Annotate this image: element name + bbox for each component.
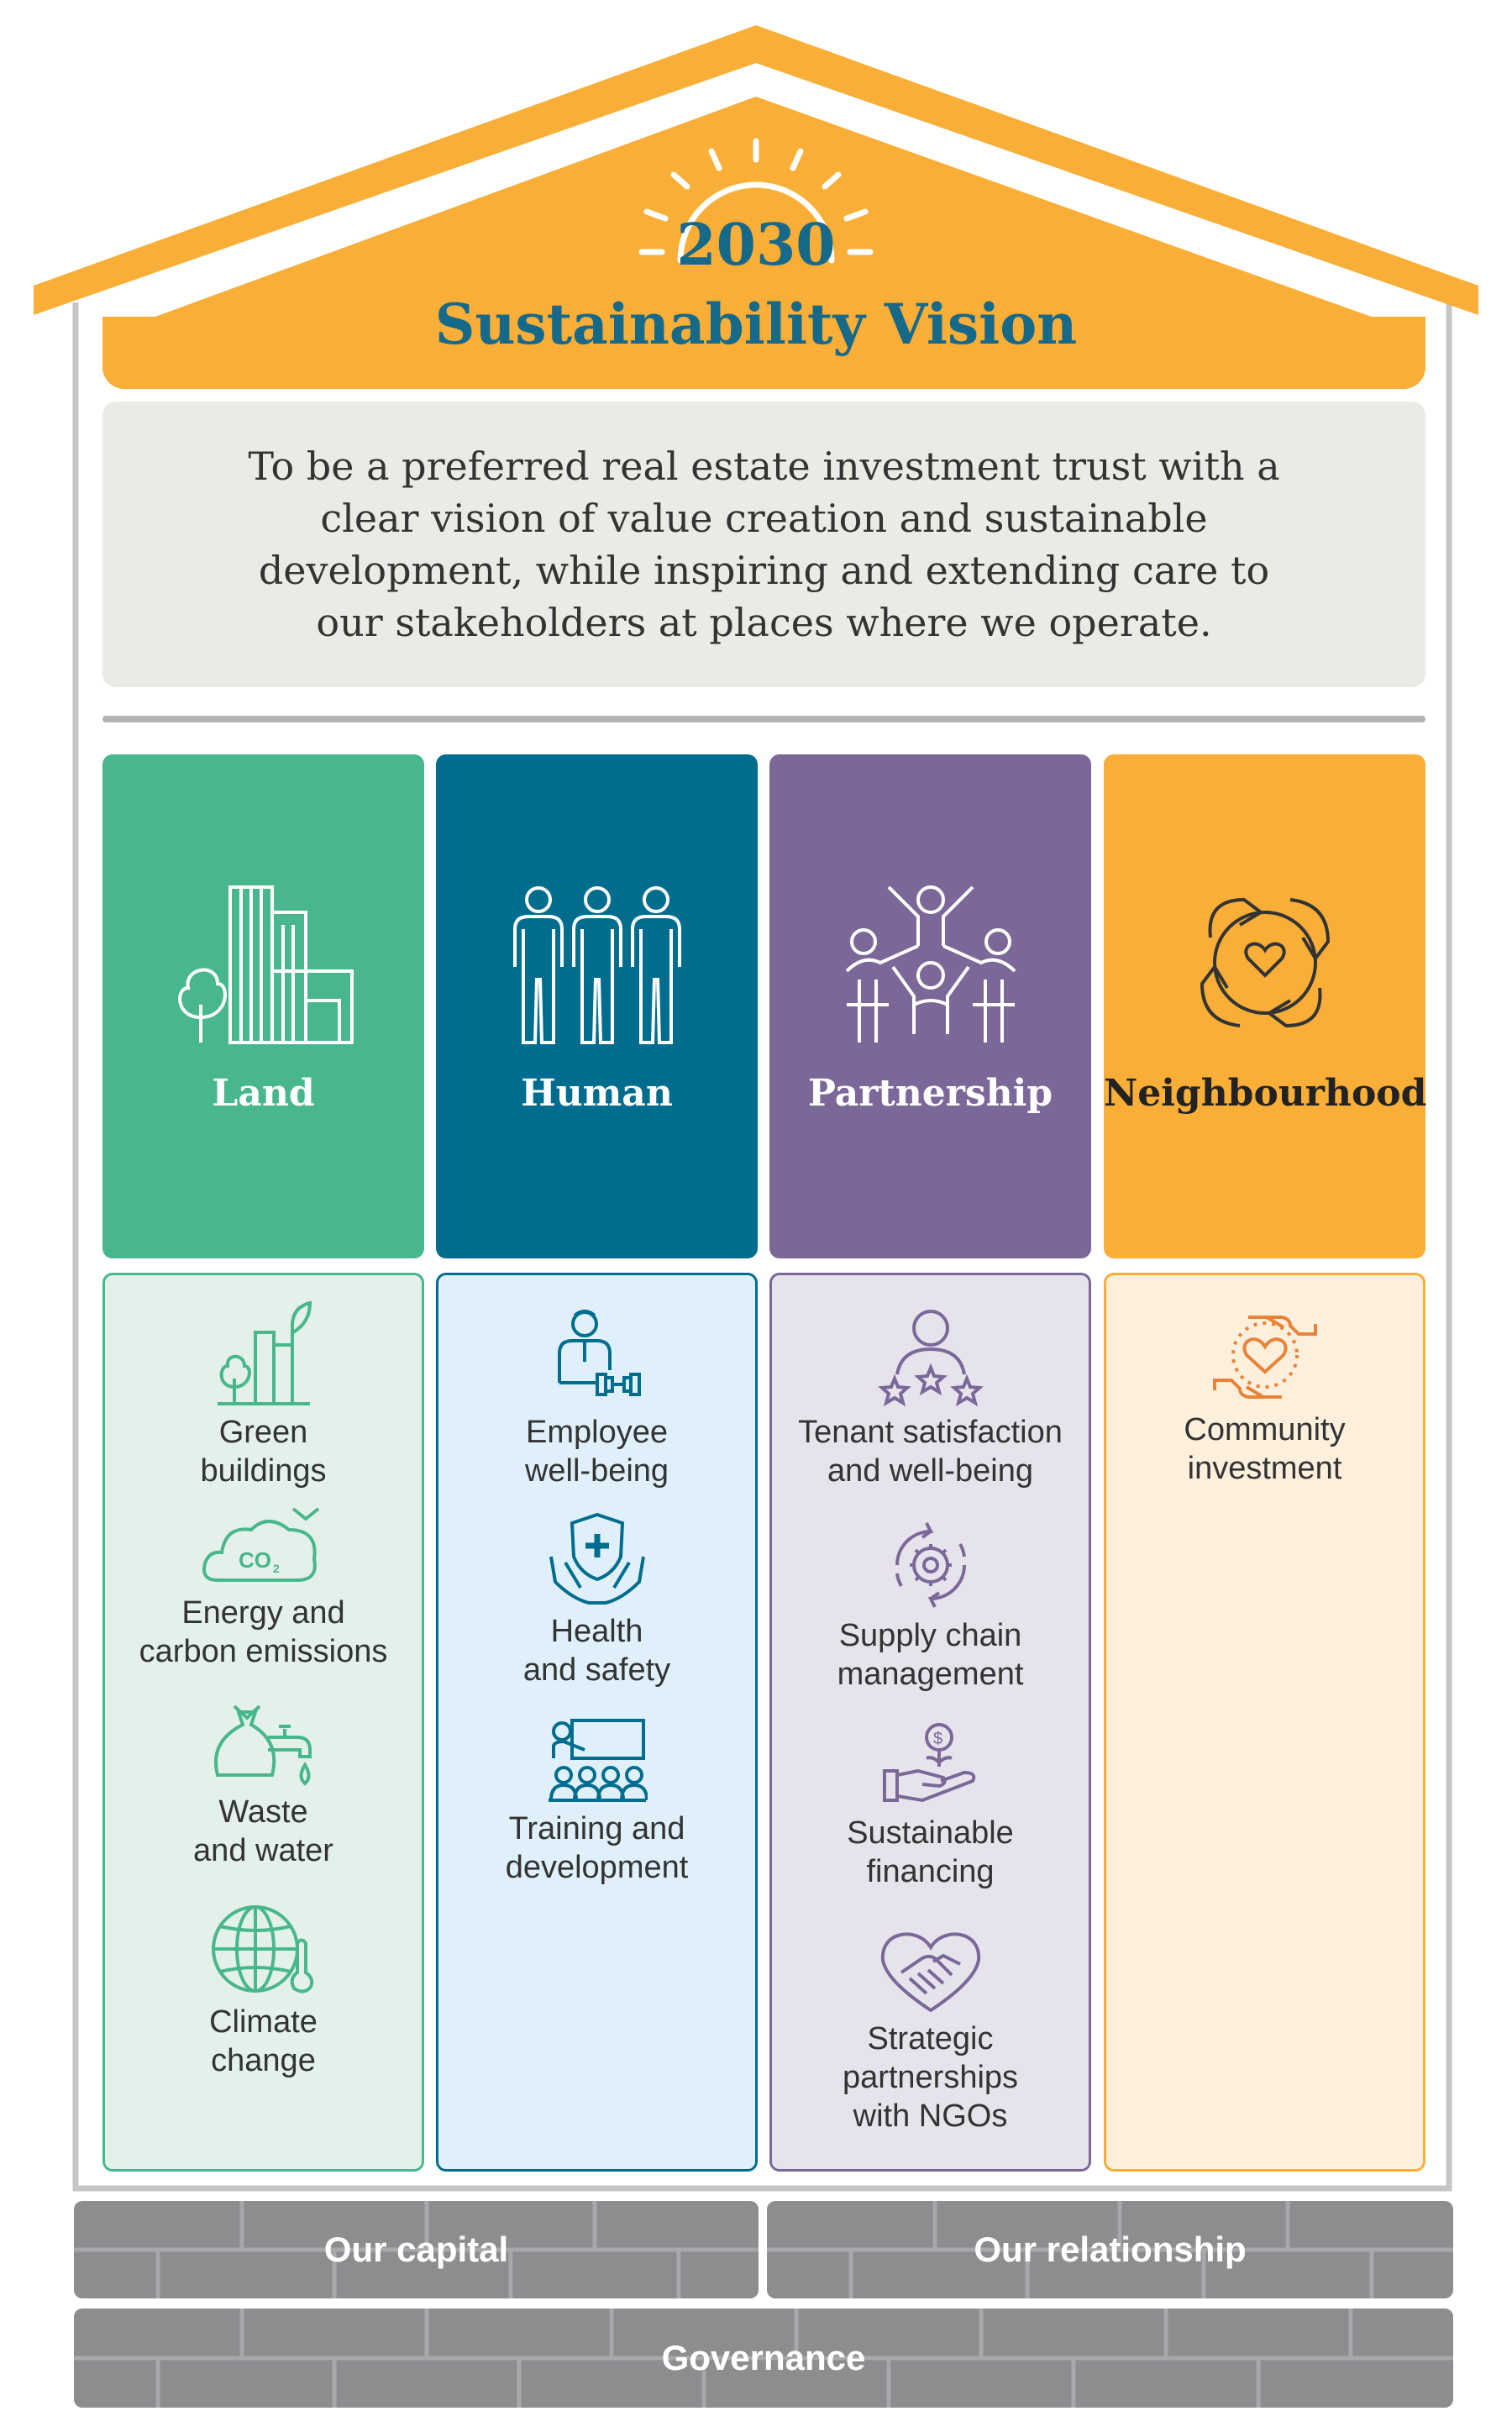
person-stars-icon	[876, 1307, 985, 1408]
topic-label: Climate change	[209, 2004, 318, 2078]
hands-heart-circle-icon	[1181, 879, 1349, 1047]
topic-label: Community investment	[1184, 1412, 1346, 1486]
pillar-neighbourhood-title: Neighbourhood	[1104, 1072, 1427, 1115]
foundation-governance	[74, 2309, 1453, 2408]
topic-health-safety	[438, 1510, 755, 1689]
foundation-relationship-label: Our relationship	[974, 2230, 1247, 2269]
foundation-relationship	[767, 2201, 1453, 2298]
topic-label: Training and development	[505, 1811, 689, 1885]
pillar-land-topics	[102, 1273, 424, 2172]
heart-handshake-icon	[876, 1926, 985, 2014]
foundation-capital-label: Our capital	[323, 2230, 509, 2269]
pillar-land	[102, 754, 424, 1258]
hands-heart-icon	[1206, 1309, 1324, 1405]
partnership-celebrate-icon	[838, 879, 1023, 1047]
svg-text:2: 2	[272, 1562, 280, 1575]
divider	[102, 716, 1425, 722]
topic-label: Waste and water	[193, 1794, 333, 1868]
pillar-land-title: Land	[212, 1072, 315, 1115]
vision-statement-box	[102, 402, 1425, 687]
waste-water-icon	[205, 1699, 323, 1788]
topic-green-buildings	[105, 1299, 422, 1490]
vision-title: Sustainability Vision	[434, 292, 1078, 357]
pillar-neighbourhood	[1104, 754, 1425, 1258]
topic-label: Employee well-being	[524, 1415, 669, 1489]
building-tree-icon	[171, 879, 356, 1047]
foundation-governance-label: Governance	[661, 2338, 866, 2377]
topic-label: Health and safety	[522, 1614, 671, 1688]
pillar-neighbourhood-topics	[1104, 1273, 1425, 2172]
pillar-partnership	[769, 754, 1091, 1258]
svg-text:$: $	[932, 1730, 942, 1748]
topic-sustainable-financing	[772, 1720, 1089, 1891]
pillar-partnership-title: Partnership	[807, 1072, 1053, 1115]
vision-statement: To be a preferred real estate investment trust with a clear vision of value creation and sustainable development, while inspiring and extending care to our stakeholders at places where we operate.	[248, 444, 1280, 645]
pillar-human-topics	[436, 1273, 758, 2172]
topic-waste-water	[105, 1699, 422, 1870]
pillar-human-title: Human	[521, 1072, 673, 1115]
topic-label: Tenant satisfaction and well-being	[798, 1415, 1063, 1489]
hand-coin-icon	[880, 1720, 981, 1809]
topic-label: Strategic partnerships with NGOs	[842, 2021, 1019, 2134]
topic-label: Energy and carbon emissions	[139, 1595, 388, 1669]
co2-cloud-icon	[201, 1500, 327, 1589]
shield-hands-icon	[547, 1510, 648, 1607]
svg-text:CO: CO	[238, 1547, 271, 1573]
topic-community-investment	[1106, 1309, 1423, 1488]
topic-strategic-partnerships	[772, 1926, 1089, 2135]
gear-cycle-icon	[880, 1519, 981, 1611]
topic-supply-chain	[772, 1519, 1089, 1694]
topic-label: Supply chain management	[837, 1618, 1024, 1692]
employee-dumbbell-icon	[547, 1307, 648, 1408]
topic-training-development	[438, 1716, 755, 1887]
pillar-partnership-topics	[769, 1273, 1091, 2172]
topic-energy-carbon	[105, 1500, 422, 1671]
pillar-human	[436, 754, 758, 1258]
training-icon	[547, 1716, 648, 1804]
topic-climate-change	[105, 1901, 422, 2080]
globe-thermometer-icon	[205, 1901, 323, 1998]
topic-label: Green buildings	[200, 1415, 327, 1489]
people-icon	[505, 879, 690, 1047]
topic-label: Sustainable financing	[847, 1815, 1014, 1889]
foundation-capital	[74, 2201, 759, 2298]
green-building-icon	[209, 1299, 318, 1408]
topic-tenant-satisfaction	[772, 1307, 1089, 1490]
topic-employee-wellbeing	[438, 1307, 755, 1490]
vision-year: 2030	[676, 212, 836, 279]
